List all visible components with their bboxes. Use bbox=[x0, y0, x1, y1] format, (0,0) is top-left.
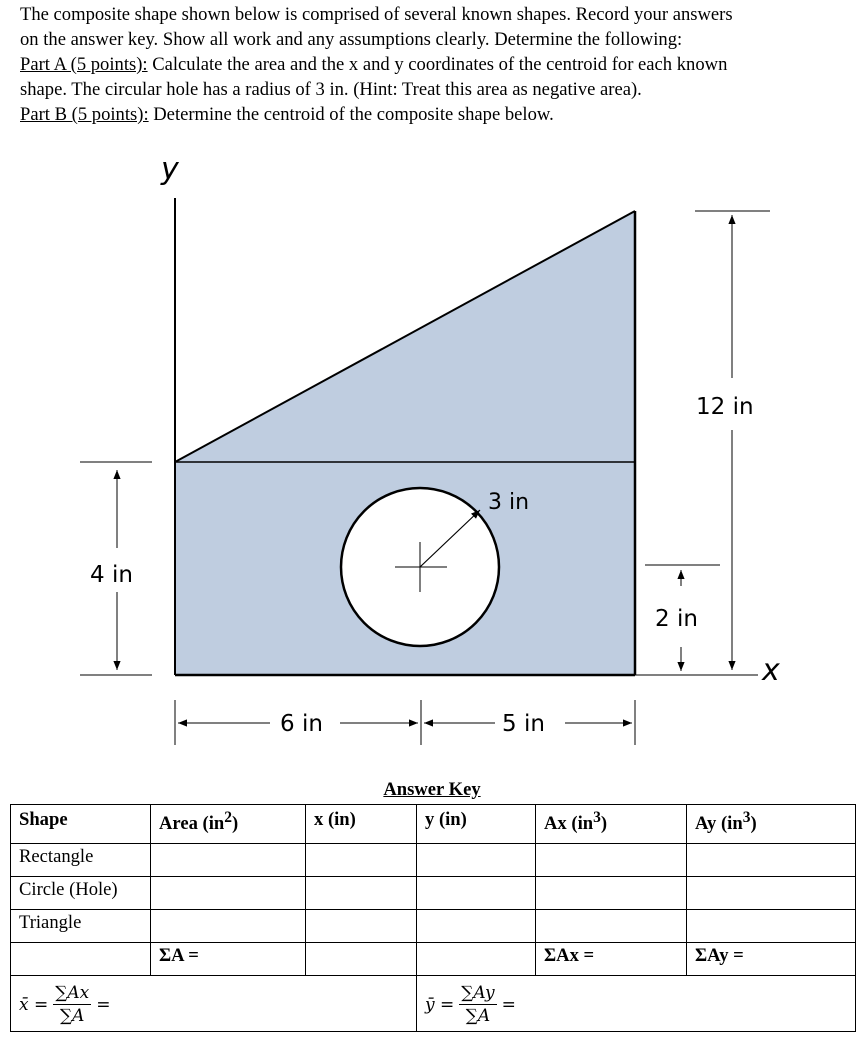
answer-cell[interactable] bbox=[687, 877, 856, 910]
x-bar-lhs: x̄ = bbox=[19, 994, 49, 1015]
sum-ay-cell[interactable]: ΣAy = bbox=[687, 943, 856, 976]
answer-cell[interactable] bbox=[536, 844, 687, 877]
y-bar-formula bbox=[425, 982, 516, 1027]
answer-cell[interactable] bbox=[417, 910, 536, 943]
y-bar-lhs: ȳ = bbox=[425, 994, 455, 1015]
part-a-text-1: Calculate the area and the x and y coordinates of the centroid for each known bbox=[147, 54, 728, 75]
y-axis-label: y bbox=[161, 152, 179, 187]
table-header-row bbox=[11, 805, 856, 844]
sum-ax-cell[interactable]: ΣAx = bbox=[536, 943, 687, 976]
answer-cell[interactable] bbox=[151, 877, 306, 910]
row-label-rectangle: Rectangle bbox=[11, 844, 151, 877]
y-bar-cell[interactable] bbox=[417, 976, 856, 1032]
header-ay: Ay $(in^3)$ bbox=[687, 805, 856, 844]
dim-6-label: 6 in bbox=[280, 711, 323, 737]
answer-key-title: Answer Key bbox=[383, 779, 481, 800]
intro-line-1: The composite shape shown below is comprised of several known shapes. Record your answers bbox=[20, 4, 733, 25]
y-bar-numerator: ∑Ay bbox=[461, 983, 495, 1003]
answer-cell[interactable] bbox=[151, 844, 306, 877]
header-area-label: Area (in bbox=[159, 813, 225, 835]
x-bar-formula bbox=[19, 982, 111, 1027]
table-row bbox=[11, 877, 856, 910]
answer-key-table bbox=[10, 804, 856, 1032]
answer-cell[interactable] bbox=[306, 877, 417, 910]
table-row bbox=[11, 910, 856, 943]
part-b-label: Part B (5 points): bbox=[20, 104, 149, 125]
sum-area-cell[interactable]: ΣA = bbox=[151, 943, 306, 976]
answer-cell[interactable] bbox=[306, 844, 417, 877]
x-bar-equals: = bbox=[96, 994, 111, 1015]
answer-cell[interactable] bbox=[536, 910, 687, 943]
problem-statement bbox=[20, 2, 860, 127]
centroid-formula-row bbox=[11, 976, 856, 1032]
y-bar-denominator: ∑A bbox=[465, 1006, 491, 1026]
header-ay-label: Ay (in bbox=[695, 813, 743, 835]
row-label-triangle: Triangle bbox=[11, 910, 151, 943]
part-a-text-2: shape. The circular hole has a radius of 3 in. (Hint: Treat this area as negative area). bbox=[20, 79, 642, 100]
header-area-sup: 2 bbox=[224, 809, 232, 826]
answer-cell[interactable] bbox=[687, 844, 856, 877]
dim-2-label: 2 in bbox=[655, 606, 698, 632]
header-ax: Ax $(in^3)$ bbox=[536, 805, 687, 844]
composite-shape-figure bbox=[0, 140, 864, 770]
header-area: Area $(in^2)$ bbox=[151, 805, 306, 844]
answer-cell[interactable] bbox=[417, 877, 536, 910]
sum-row bbox=[11, 943, 856, 976]
row-label-circle-hole: Circle (Hole) bbox=[11, 877, 151, 910]
dim-12-label: 12 in bbox=[696, 394, 754, 420]
answer-cell[interactable] bbox=[151, 910, 306, 943]
table-row bbox=[11, 844, 856, 877]
y-bar-equals: = bbox=[501, 994, 516, 1015]
part-a-label: Part A (5 points): bbox=[20, 54, 148, 75]
answer-cell[interactable] bbox=[417, 943, 536, 976]
header-ay-sup: 3 bbox=[742, 809, 751, 826]
radius-label: 3 in bbox=[488, 490, 530, 515]
answer-cell[interactable] bbox=[306, 910, 417, 943]
x-axis-label: x bbox=[762, 653, 780, 688]
header-x: x (in) bbox=[306, 805, 417, 844]
x-bar-cell[interactable] bbox=[11, 976, 417, 1032]
part-b-text: Determine the centroid of the composite shape below. bbox=[148, 104, 554, 125]
dim-5-label: 5 in bbox=[502, 711, 545, 737]
header-shape: Shape bbox=[11, 805, 151, 844]
x-bar-denominator: ∑A bbox=[60, 1006, 85, 1026]
header-y: y (in) bbox=[417, 805, 536, 844]
header-ax-label: Ax (in bbox=[544, 813, 594, 835]
part-b-line bbox=[20, 102, 860, 127]
dim-4-label: 4 in bbox=[90, 562, 133, 588]
x-bar-numerator: ∑Ax bbox=[55, 983, 90, 1003]
part-a-line-1 bbox=[20, 52, 860, 77]
answer-cell[interactable] bbox=[306, 943, 417, 976]
answer-cell[interactable] bbox=[687, 910, 856, 943]
answer-cell[interactable] bbox=[11, 943, 151, 976]
answer-cell[interactable] bbox=[417, 844, 536, 877]
answer-cell[interactable] bbox=[536, 877, 687, 910]
header-ax-sup: 3 bbox=[593, 809, 601, 826]
intro-line-2: on the answer key. Show all work and any assumptions clearly. Determine the following: bbox=[20, 29, 683, 50]
